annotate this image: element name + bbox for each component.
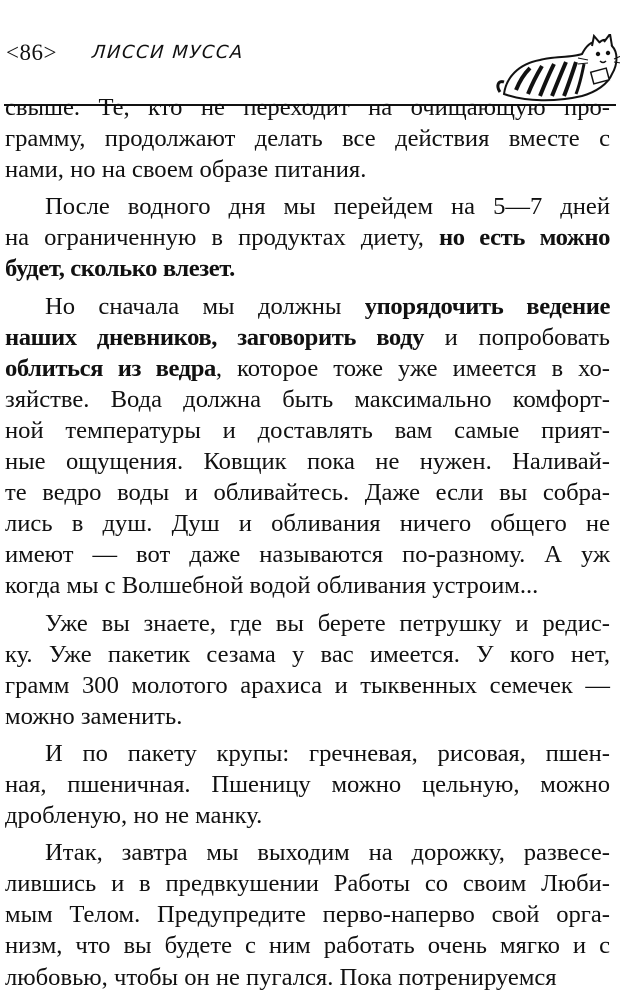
text-line [5, 701, 610, 732]
text-line [5, 222, 610, 253]
text-run: низм, что вы будете с ним работать очень мягко и с [5, 932, 610, 960]
text-line [5, 353, 610, 384]
text-line [5, 962, 610, 993]
text-line [5, 738, 610, 769]
bold-text: облиться из ведра [5, 354, 216, 382]
text-run: И по пакету крупы: гречневая, рисовая, пшен- [45, 739, 610, 767]
paragraph [5, 291, 610, 602]
bold-text: упорядочить ведение [364, 292, 610, 320]
text-line [5, 539, 610, 570]
text-line [5, 154, 610, 185]
text-line [5, 253, 610, 284]
text-line [5, 608, 610, 639]
text-line [5, 800, 610, 831]
text-line [5, 899, 610, 930]
bold-text: будет, сколько влезет. [5, 255, 235, 283]
text-run: мым Телом. Предупредите перво-наперво свой орга- [5, 901, 610, 929]
text-line [5, 570, 610, 601]
text-line [5, 639, 610, 670]
text-run: имеют — вот даже называются по-разному. А уж [5, 541, 610, 569]
text-line [5, 291, 610, 322]
text-run: Итак, завтра мы выходим на дорожку, развесе- [45, 839, 610, 867]
text-run: ная, пшеничная. Пшеницу можно цельную, можно [5, 770, 610, 798]
text-line [5, 92, 610, 123]
paragraph [5, 608, 610, 732]
bold-text: но есть можно [438, 224, 610, 252]
paragraph [5, 92, 610, 185]
text-run: свыше. Те, кто не переходит на очищающую про- [5, 94, 610, 121]
running-title: ЛИССИ МУССА [91, 42, 245, 63]
text-run: нами, но на своем образе питания. [5, 156, 367, 184]
text-run: грамму, продолжают делать все действия вместе с [5, 125, 610, 153]
text-line [5, 508, 610, 539]
text-line [5, 837, 610, 868]
text-line [5, 769, 610, 800]
text-line [5, 322, 610, 353]
text-run: те ведро воды и обливайтесь. Даже если вы собра- [5, 479, 610, 507]
text-run: дробленую, но не манку. [5, 802, 263, 830]
text-run: зяйстве. Вода должна быть максимально комфорт- [5, 385, 610, 413]
text-run: Но сначала мы должны [45, 292, 365, 320]
bold-text: наших дневников, заговорить воду [5, 323, 425, 351]
paragraph [5, 191, 610, 284]
paragraph [5, 837, 610, 992]
paragraph [5, 738, 610, 831]
text-run: лись в душ. Душ и обливания ничего общего не [5, 510, 610, 538]
text-line [5, 868, 610, 899]
text-run: на ограниченную в продуктах диету, [5, 224, 439, 252]
text-run: ной температуры и доставлять вам самые прият- [5, 416, 610, 444]
text-line [5, 415, 610, 446]
text-run: когда мы с Волшебной водой обливания устроим... [5, 572, 539, 600]
text-run: , которое тоже уже имеется в хо- [215, 354, 610, 382]
text-line [5, 123, 610, 154]
text-run: лившись и в предвкушении Работы со своим Люби- [5, 870, 610, 898]
text-line [5, 930, 610, 961]
page-header [4, 34, 616, 74]
text-run: ку. Уже пакетик сезама у вас имеется. У кого нет, [5, 640, 610, 668]
text-run: можно заменить. [5, 702, 183, 730]
text-run: После водного дня мы перейдем на 5—7 дней [45, 193, 610, 221]
text-line [5, 384, 610, 415]
page-number: <86> [6, 40, 57, 65]
text-run: любовью, чтобы он не пугался. Пока потренируемся [5, 963, 557, 991]
body-text [5, 92, 610, 999]
text-run: грамм 300 молотого арахиса и тыквенных семечек — [5, 671, 610, 699]
text-run: и попробовать [424, 323, 611, 351]
text-line [5, 191, 610, 222]
text-line [5, 477, 610, 508]
text-run: Уже вы знаете, где вы берете петрушку и редис- [45, 609, 610, 637]
text-line [5, 446, 610, 477]
text-run: ные ощущения. Ковщик пока не нужен. Наливай- [5, 448, 610, 476]
text-line [5, 670, 610, 701]
